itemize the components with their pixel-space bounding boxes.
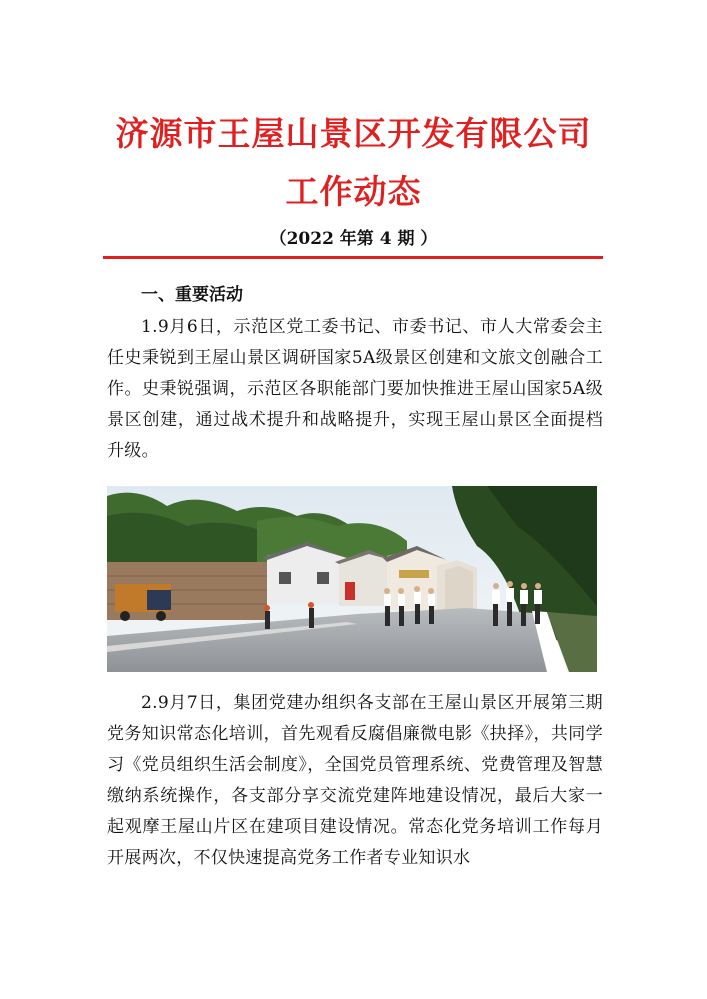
red-divider — [103, 256, 603, 259]
section-heading: 一、重要活动 — [141, 285, 243, 305]
village-street-photo — [107, 486, 597, 672]
issue-number: （2022 年第 4 期 ） — [269, 229, 438, 249]
document-subtitle: 工作动态 — [285, 172, 422, 211]
paragraph-1: 1.9月6日，示范区党工委书记、市委书记、市人大常委会主任史秉锐到王屋山景区调研国家5A级景区创建和文旅文创融合工作。史秉锐强调，示范区各职能部门要加快推进王屋山国家5A级景区创建，通过战术提升和战略提升，实现王屋山景区全面提档升级。 — [107, 317, 603, 461]
document-title: 济源市王屋山景区开发有限公司 — [115, 114, 592, 153]
paragraph-2: 2.9月7日，集团党建办组织各支部在王屋山景区开展第三期党务知识常态化培训，首先观看反腐倡廉微电影《抉择》，共同学习《党员组织生活会制度》，全国党员管理系统、党费管理及智慧缴纳系统操作，各支部分享交流党建阵地建设情况，最后大家一起观摩王屋山片区在建项目建设情况。常态化党务培训工作每月开展两次，不仅快速提高党务工作者专业知识水 — [107, 693, 603, 868]
